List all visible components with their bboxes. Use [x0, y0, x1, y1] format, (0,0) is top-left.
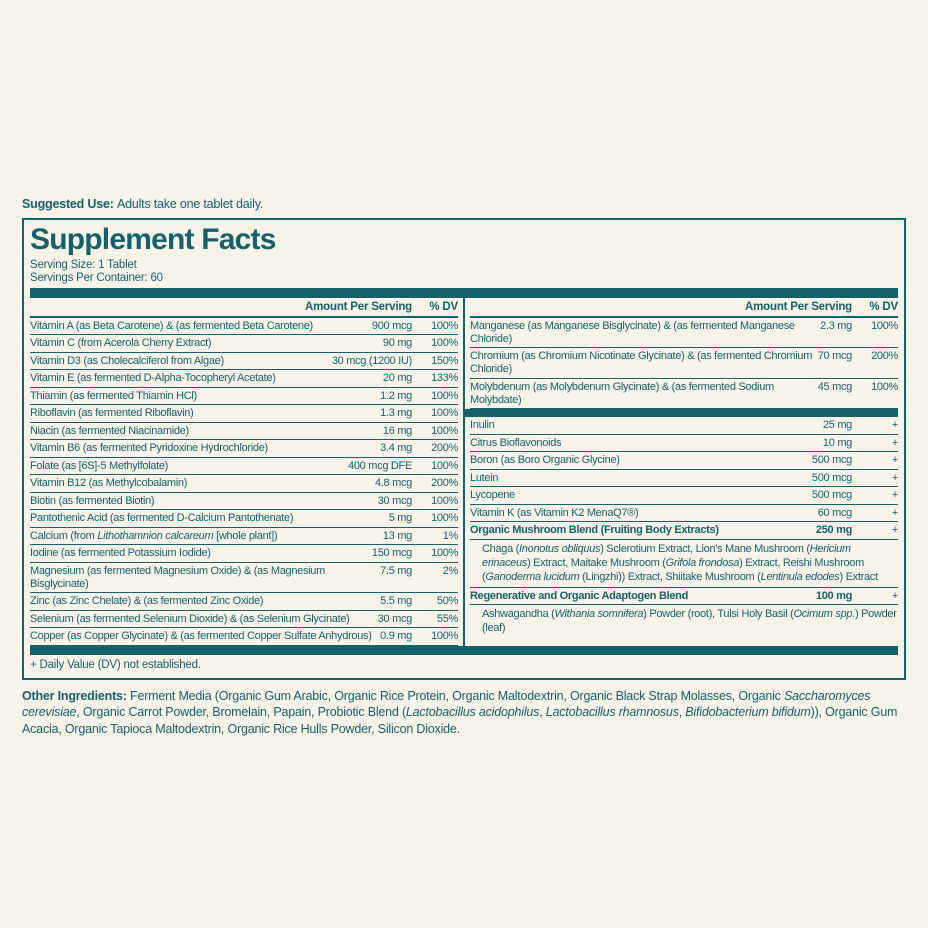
nutrient-row	[30, 628, 458, 646]
serving-size: Serving Size: 1 Tablet	[30, 258, 137, 271]
top-divider-bar	[30, 288, 898, 298]
nutrient-row	[30, 440, 458, 458]
nutrient-name: Vitamin B12 (as Methylcobalamin)	[30, 477, 188, 489]
nutrient-dv: 200%	[431, 442, 458, 454]
nutrient-dv: 100%	[871, 319, 898, 332]
nutrient-amount: 13 mg	[382, 529, 412, 542]
panel-title: Supplement Facts	[30, 223, 276, 256]
nutrient-amount: 60 mcg	[817, 506, 852, 519]
blend-dv: +	[891, 524, 898, 536]
nutrient-columns	[30, 298, 898, 646]
nutrient-row	[30, 335, 458, 353]
dv-header: % DV	[869, 300, 898, 313]
nutrient-row	[30, 353, 458, 371]
nutrient-name: Molybdenum (as Molybdenum Glycinate) & (as fermented Sodium Molybdate)	[470, 380, 774, 406]
nutrient-row	[470, 348, 898, 379]
supplement-facts-panel	[22, 218, 906, 680]
nutrient-amount: 5.5 mg	[380, 595, 412, 607]
nutrient-dv: 2%	[442, 564, 458, 577]
nutrient-row	[30, 493, 458, 511]
nutrient-row	[470, 379, 898, 410]
nutrient-dv: +	[891, 489, 898, 501]
nutrient-amount: 2.3 mg	[820, 319, 852, 332]
nutrient-name: Calcium (from Lithothamnion calcareum [whole plant])	[30, 529, 278, 542]
dv-header: % DV	[429, 300, 458, 313]
nutrient-dv: 100%	[431, 389, 458, 402]
amount-header: Amount Per Serving	[305, 300, 412, 313]
nutrient-name: Manganese (as Manganese Bisglycinate) & (as fermented Manganese Chloride)	[470, 319, 795, 345]
nutrient-row	[30, 370, 458, 388]
nutrient-name: Lycopene	[470, 489, 515, 501]
nutrient-amount: 16 mg	[382, 424, 412, 437]
nutrient-name: Iodine (as fermented Potassium Iodide)	[30, 547, 211, 559]
nutrient-name: Zinc (as Zinc Chelate) & (as fermented Zinc Oxide)	[30, 595, 264, 607]
right-mineral-rows	[470, 318, 898, 410]
nutrient-amount: 7.5 mg	[380, 564, 412, 577]
nutrient-dv: +	[891, 436, 898, 449]
other-ingredients: Other Ingredients: Ferment Media (Organic Gum Arabic, Organic Rice Protein, Organic Maltodextrin, Organic Black Strap Molasses, Organic Saccharomyces cerevisiae, Organic Carrot Powder, Bromelain, Papain, Probiotic Blend (Lactobacillus acidophilus, Lactobacillus rhamnosus, Bifidobacterium bifidum)), Organic Gum Acacia, Organic Tapioca Maltodextrin, Organic Rice Hulls Powder, Silicon Dioxide.	[22, 688, 898, 736]
nutrient-row	[470, 435, 898, 453]
nutrient-amount: 3.4 mg	[380, 442, 412, 454]
nutrient-dv: 200%	[871, 350, 898, 362]
mushroom-blend-row	[470, 522, 898, 540]
nutrient-dv: 100%	[431, 407, 458, 419]
nutrient-name: Thiamin (as fermented Thiamin HCl)	[30, 389, 197, 402]
nutrient-dv: +	[891, 419, 898, 431]
nutrient-amount: 0.9 mg	[380, 630, 412, 642]
bottom-divider-bar	[30, 646, 898, 655]
nutrient-row	[30, 318, 458, 336]
amount-header: Amount Per Serving	[745, 300, 852, 313]
blend-name: Organic Mushroom Blend (Fruiting Body Extracts)	[470, 524, 719, 536]
nutrient-amount: 500 mcg	[811, 489, 852, 501]
right-column	[465, 298, 898, 646]
blend-amount: 100 mg	[815, 589, 852, 602]
nutrient-dv: 133%	[431, 372, 458, 384]
nutrient-dv: 50%	[436, 595, 458, 607]
blend-amount: 250 mg	[815, 524, 852, 536]
adaptogen-blend-row	[470, 588, 898, 606]
nutrient-row	[470, 505, 898, 523]
nutrient-name: Vitamin K (as Vitamin K2 MenaQ7®)	[470, 506, 639, 519]
nutrient-row	[30, 563, 458, 594]
section-divider-bar	[465, 409, 898, 417]
column-header-left	[30, 298, 458, 318]
nutrient-dv: 200%	[431, 477, 458, 489]
nutrient-row	[470, 417, 898, 435]
nutrient-amount: 90 mg	[382, 337, 412, 349]
nutrient-name: Vitamin B6 (as fermented Pyridoxine Hydrochloride)	[30, 442, 268, 454]
nutrient-dv: 1%	[442, 529, 458, 542]
nutrient-name: Chromium (as Chromium Nicotinate Glycinate) & (as fermented Chromium Chloride)	[470, 350, 813, 375]
nutrient-amount: 30 mcg	[377, 612, 412, 625]
nutrient-dv: +	[891, 471, 898, 484]
nutrient-row	[470, 470, 898, 488]
nutrient-amount: 1.2 mg	[380, 389, 412, 402]
nutrient-name: Lutein	[470, 471, 499, 484]
nutrient-row	[470, 452, 898, 470]
nutrient-dv: 100%	[431, 459, 458, 472]
mushroom-blend-description: Chaga (Inonotus obliquus) Sclerotium Extract, Lion's Mane Mushroom (Hericium erinaceus) Extract, Maitake Mushroom (Grifola frondosa) Extract, Reishi Mushroom (Ganoderma lucidum (Lingzhi)) Extract, Shiitake Mushroom (Lentinula edodes) Extract	[470, 540, 898, 588]
nutrient-amount: 900 mcg	[371, 319, 412, 332]
nutrient-name: Inulin	[470, 419, 495, 431]
nutrient-amount: 10 mg	[822, 436, 852, 449]
servings-per-container: Servings Per Container: 60	[30, 271, 163, 284]
nutrient-name: Vitamin C (from Acerola Cherry Extract)	[30, 337, 212, 349]
nutrient-dv: 55%	[436, 612, 458, 625]
blend-name: Regenerative and Organic Adaptogen Blend	[470, 589, 689, 602]
nutrient-name: Vitamin A (as Beta Carotene) & (as fermented Beta Carotene)	[30, 319, 313, 332]
nutrient-row	[30, 593, 458, 611]
nutrient-amount: 1.3 mg	[380, 407, 412, 419]
nutrient-name: Vitamin E (as fermented D-Alpha-Tocopheryl Acetate)	[30, 372, 276, 384]
nutrient-row	[30, 611, 458, 629]
nutrient-name: Copper (as Copper Glycinate) & (as fermented Copper Sulfate Anhydrous)	[30, 630, 372, 642]
nutrient-row	[30, 475, 458, 493]
nutrient-amount: 5 mg	[388, 512, 412, 524]
nutrient-dv: 100%	[871, 380, 898, 393]
nutrient-amount: 500 mcg	[811, 471, 852, 484]
suggested-use: Suggested Use: Adults take one tablet daily.	[22, 197, 264, 211]
nutrient-row	[30, 423, 458, 441]
nutrient-amount: 30 mcg	[377, 494, 412, 507]
nutrient-amount: 400 mcg DFE	[348, 459, 412, 472]
nutrient-row	[30, 458, 458, 476]
nutrient-amount: 150 mcg	[371, 547, 412, 559]
nutrient-amount: 500 mcg	[811, 454, 852, 466]
nutrient-dv: 100%	[431, 512, 458, 524]
right-other-rows	[470, 417, 898, 522]
nutrient-name: Pantothenic Acid (as fermented D-Calcium Pantothenate)	[30, 512, 294, 524]
nutrient-name: Vitamin D3 (as Cholecalciferol from Algae)	[30, 354, 224, 367]
nutrient-row	[30, 510, 458, 528]
nutrient-name: Selenium (as fermented Selenium Dioxide) & (as Selenium Glycinate)	[30, 612, 350, 625]
nutrient-name: Boron (as Boro Organic Glycine)	[470, 454, 620, 466]
nutrient-row	[30, 405, 458, 423]
nutrient-amount: 45 mcg	[817, 380, 852, 393]
nutrient-amount: 4.8 mcg	[374, 477, 412, 489]
blend-dv: +	[891, 589, 898, 602]
nutrient-amount: 20 mg	[382, 372, 412, 384]
nutrient-dv: 100%	[431, 319, 458, 332]
nutrient-row	[30, 528, 458, 546]
nutrient-name: Folate (as [6S]-5 Methylfolate)	[30, 459, 169, 472]
nutrient-row	[470, 318, 898, 349]
left-column	[30, 298, 465, 646]
nutrient-dv: 150%	[431, 354, 458, 367]
nutrient-dv: 100%	[431, 547, 458, 559]
adaptogen-blend-description: Ashwagandha (Withania somnifera) Powder (root), Tulsi Holy Basil (Ocimum spp.) Powder (leaf)	[482, 608, 897, 634]
nutrient-row	[30, 545, 458, 563]
dv-footnote: + Daily Value (DV) not established.	[30, 658, 201, 671]
nutrient-name: Biotin (as fermented Biotin)	[30, 494, 155, 507]
nutrient-dv: 100%	[431, 424, 458, 437]
nutrient-amount: 25 mg	[822, 419, 852, 431]
column-header-right	[470, 298, 898, 318]
nutrient-name: Citrus Bioflavonoids	[470, 436, 562, 449]
nutrient-dv: 100%	[431, 494, 458, 507]
nutrient-row	[30, 388, 458, 406]
nutrient-name: Magnesium (as fermented Magnesium Oxide) & (as Magnesium Bisglycinate)	[30, 564, 325, 590]
nutrient-amount: 70 mcg	[817, 350, 852, 362]
nutrient-name: Niacin (as fermented Niacinamide)	[30, 424, 189, 437]
nutrient-amount: 30 mcg (1200 IU)	[331, 354, 412, 367]
nutrient-dv: 100%	[431, 337, 458, 349]
nutrient-dv: +	[891, 506, 898, 519]
nutrient-row	[470, 487, 898, 505]
nutrient-dv: +	[891, 454, 898, 466]
nutrient-name: Riboflavin (as fermented Riboflavin)	[30, 407, 194, 419]
left-rows	[30, 318, 458, 646]
nutrient-dv: 100%	[431, 630, 458, 642]
